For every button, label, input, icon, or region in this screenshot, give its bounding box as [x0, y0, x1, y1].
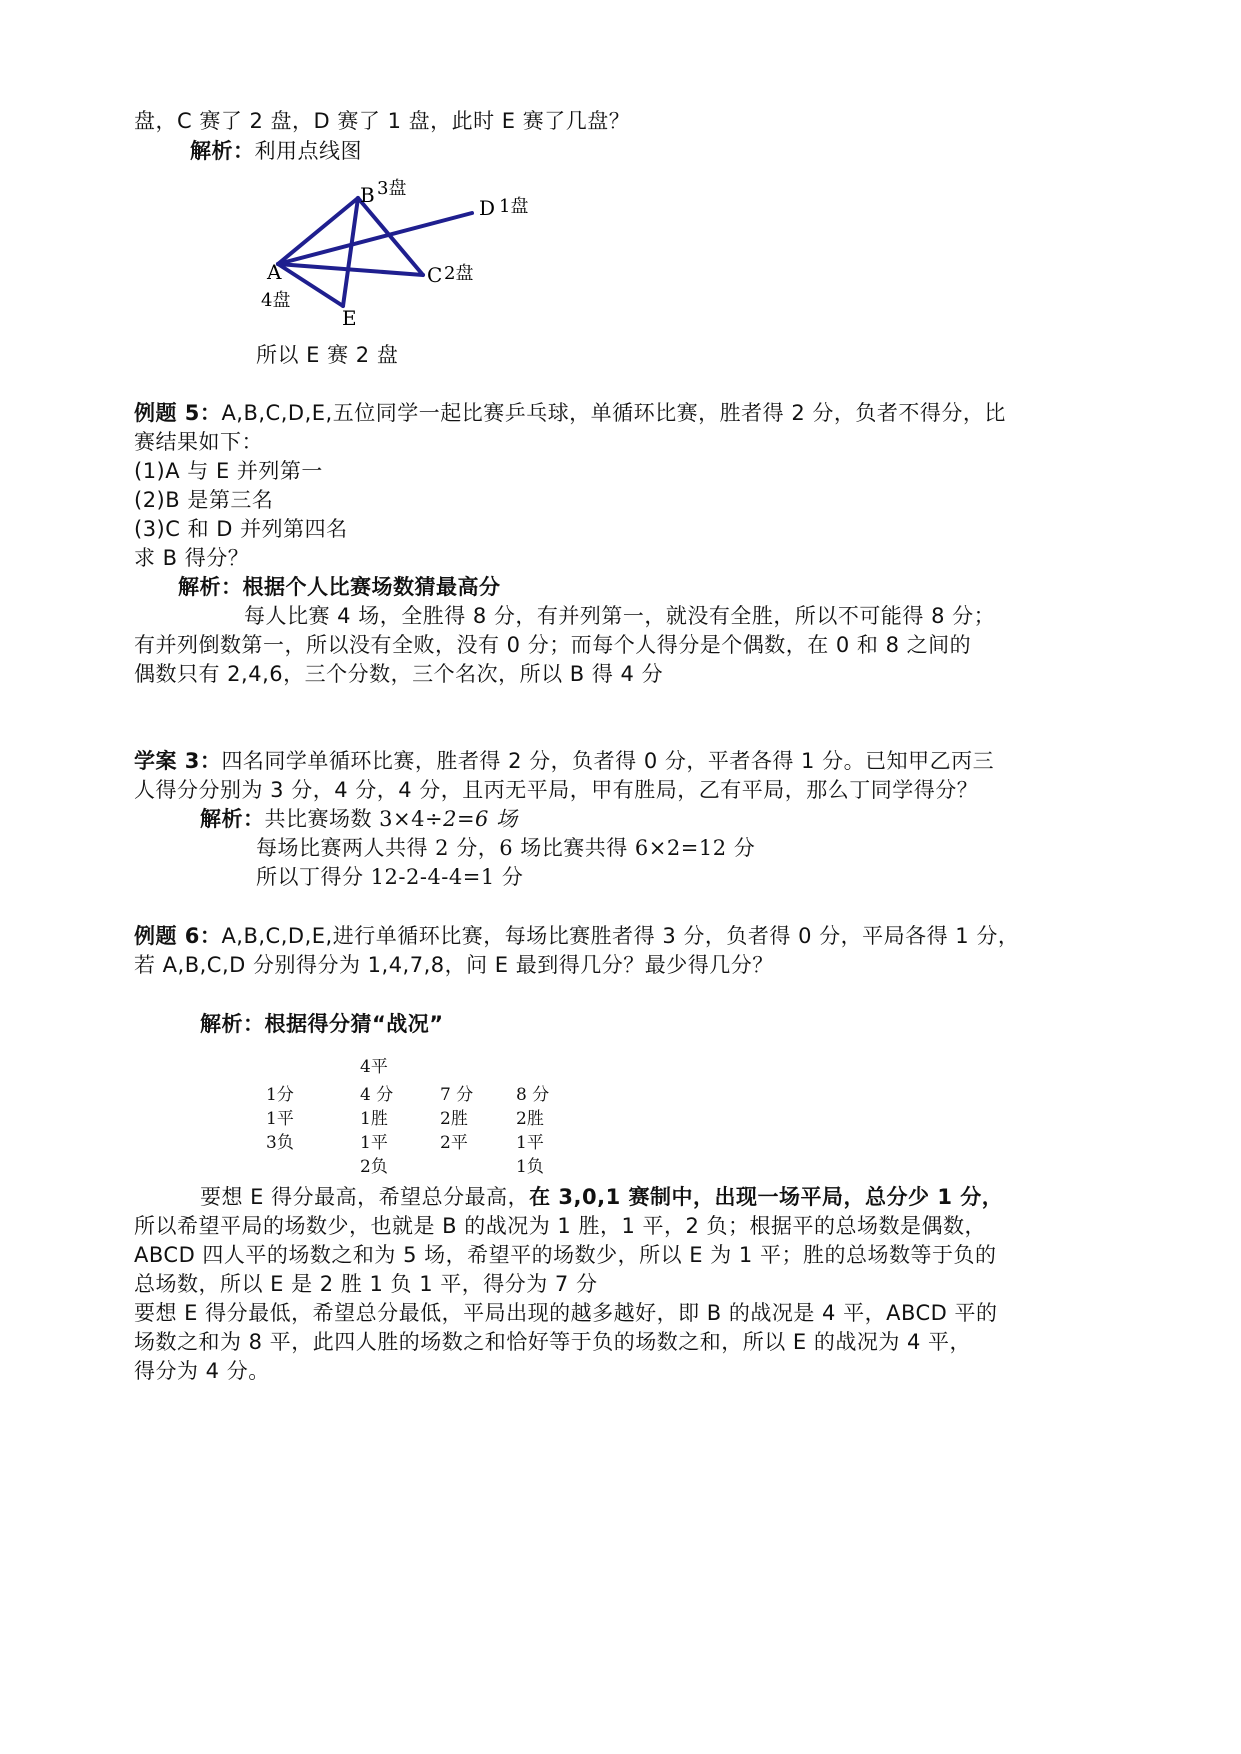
example6-para2-line: 场数之和为 8 平，此四人胜的场数之和恰好等于负的场数之和，所以 E 的战况为 4 平，: [134, 1330, 972, 1354]
count-label-c: 2盘: [444, 263, 474, 284]
example5-body-line: 有并列倒数第一，所以没有全败，没有 0 分；而每个人得分是个偶数，在 0 和 8 之间的: [134, 633, 972, 657]
record-cell: 7 分: [440, 1085, 474, 1105]
case3-line1: [134, 746, 994, 776]
node-label-b: B: [360, 183, 375, 207]
node-label-c: C: [427, 263, 443, 287]
example5-question: 求 B 得分？: [134, 546, 250, 570]
record-col-b: [360, 1055, 393, 1179]
analysis-text: 利用点线图: [254, 139, 362, 163]
example6-para1-line: ABCD 四人平的场数之和为 5 场，希望平的场数少，所以 E 为 1 平；胜的总场数等于负的: [134, 1243, 997, 1267]
record-cell: 1负: [516, 1157, 544, 1177]
record-cell: 1分: [266, 1085, 294, 1105]
point-line-diagram: [255, 178, 545, 328]
record-cell: 3负: [266, 1133, 294, 1153]
record-col-d: [516, 1083, 549, 1179]
example6-analysis: [200, 1009, 444, 1039]
calc-line-a: 共比赛场数 3×4: [264, 807, 425, 831]
example6-para2-line: 要想 E 得分最低，希望总分最低，平局出现的越多越好，即 B 的战况是 4 平，ABCD 平的: [134, 1301, 998, 1325]
analysis-label: 解析：: [178, 575, 243, 599]
example6-para1-line: 所以希望平局的场数少，也就是 B 的战况为 1 胜，1 平，2 负；根据平的总场数是偶数，: [134, 1214, 987, 1238]
example6-para2-line: 得分为 4 分。: [134, 1359, 270, 1383]
example5-label: 例题 5：: [134, 401, 222, 425]
edge-b-e: [343, 198, 358, 306]
analysis-label: 解析：: [200, 807, 265, 831]
record-cell: 4平: [360, 1057, 388, 1077]
record-cell: 2平: [440, 1133, 468, 1153]
count-label-d: 1盘: [499, 196, 529, 217]
example5-text: A,B,C,D,E,五位同学一起比赛乒乓球，单循环比赛，胜者得 2 分，负者不得分，比: [221, 401, 1006, 425]
count-label-b: 3盘: [377, 178, 407, 199]
example5-line2: 赛结果如下：: [134, 430, 263, 454]
example5-line1: [134, 398, 1006, 428]
case3-text: 四名同学单循环比赛，胜者得 2 分，负者得 0 分，平者各得 1 分。已知甲乙丙三: [221, 749, 995, 773]
record-cell: 1平: [360, 1133, 388, 1153]
case3-label: 学案 3：: [134, 749, 222, 773]
example5-item: (1)A 与 E 并列第一: [134, 459, 323, 483]
record-cell: 1胜: [360, 1109, 388, 1129]
node-label-d: D: [479, 196, 496, 220]
record-cell: 8 分: [516, 1085, 550, 1105]
case3-analysis: [200, 804, 518, 834]
case3-calc2: 每场比赛两人共得 2 分，6 场比赛共得 6×2=12 分: [256, 836, 756, 860]
record-cell: 2负: [360, 1157, 388, 1177]
example6-label: 例题 6：: [134, 924, 222, 948]
example6-text: A,B,C,D,E,进行单循环比赛，每场比赛胜者得 3 分，负者得 0 分，平局各得 1 分，: [221, 924, 1020, 948]
para1-emphasis: 在 3,0,1 赛制中，出现一场平局，总分少 1 分，: [529, 1185, 1004, 1209]
para1-text: 要想 E 得分最高，希望总分最高，: [200, 1185, 530, 1209]
example6-para1-line: 总场数，所以 E 是 2 胜 1 负 1 平，得分为 7 分: [134, 1272, 598, 1296]
node-label-a: A: [267, 260, 282, 284]
example5-item: (3)C 和 D 并列第四名: [134, 517, 348, 541]
analysis-label: 解析：: [190, 139, 255, 163]
edge-b-c: [358, 198, 423, 275]
analysis-title: 根据个人比赛场数猜最高分: [242, 575, 501, 599]
record-cell: 2胜: [440, 1109, 468, 1129]
example6-line2: 若 A,B,C,D 分别得分为 1,4,7,8，问 E 最到得几分？最少得几分？: [134, 953, 774, 977]
calc-line-b: ÷2=6 场: [425, 807, 518, 831]
example6-line1: [134, 921, 1019, 951]
record-cell: 1平: [266, 1109, 294, 1129]
example5-body-line: 每人比赛 4 场，全胜得 8 分，有并列第一，就没有全胜，所以不可能得 8 分；: [244, 604, 996, 628]
conclusion-line: 所以 E 赛 2 盘: [256, 343, 399, 367]
record-cell: 2胜: [516, 1109, 544, 1129]
record-cell: 4 分: [360, 1085, 394, 1105]
node-label-e: E: [342, 306, 357, 328]
record-col-a: [266, 1083, 294, 1155]
analysis-line: [190, 136, 362, 166]
record-cell: 1平: [516, 1133, 544, 1153]
count-label-a: 4盘: [261, 290, 291, 311]
example6-para1-line: [200, 1182, 1003, 1212]
example5-body-line: 偶数只有 2,4,6，三个分数，三个名次，所以 B 得 4 分: [134, 662, 664, 686]
case3-calc3: 所以丁得分 12-2-4-4=1 分: [256, 865, 524, 889]
example5-item: (2)B 是第三名: [134, 488, 274, 512]
example5-analysis: [178, 572, 501, 602]
paragraph-line: 盘，C 赛了 2 盘，D 赛了 1 盘，此时 E 赛了几盘？: [134, 109, 631, 133]
record-col-c: [440, 1083, 473, 1155]
analysis-title: 根据得分猜“战况”: [264, 1012, 444, 1036]
analysis-label: 解析：: [200, 1012, 265, 1036]
case3-line2: 人得分分别为 3 分，4 分，4 分，且丙无平局，甲有胜局，乙有平局，那么丁同学得分？: [134, 778, 979, 802]
